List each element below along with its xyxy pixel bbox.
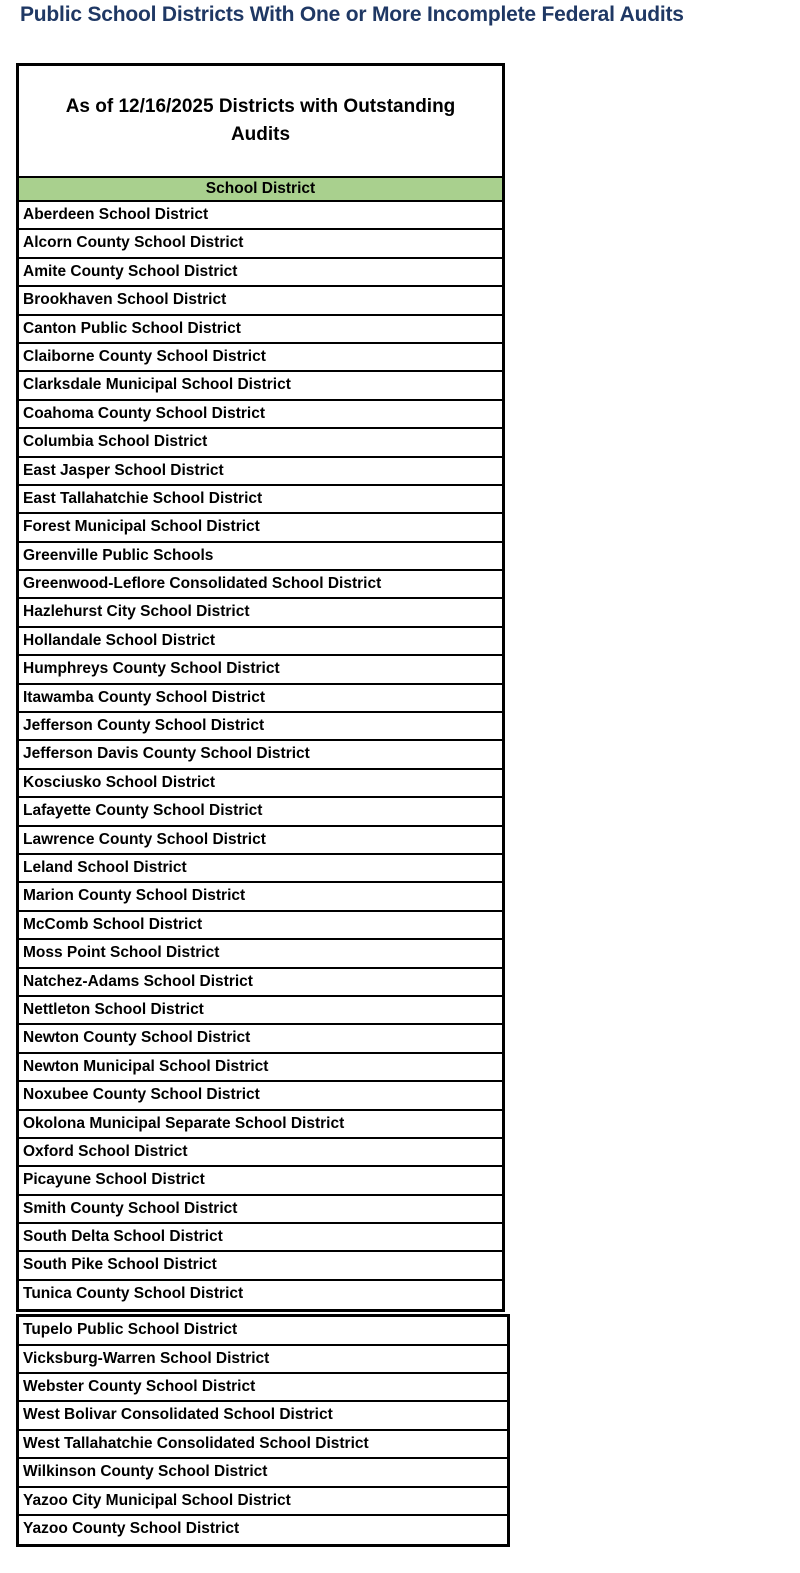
district-row: East Jasper School District: [19, 458, 502, 486]
district-row: Marion County School District: [19, 883, 502, 911]
district-row: Hazlehurst City School District: [19, 599, 502, 627]
district-row: Clarksdale Municipal School District: [19, 372, 502, 400]
column-header-school-district: School District: [19, 178, 502, 202]
district-row: Webster County School District: [19, 1374, 507, 1402]
district-row: Claiborne County School District: [19, 344, 502, 372]
district-row: Newton Municipal School District: [19, 1054, 502, 1082]
district-row: Humphreys County School District: [19, 656, 502, 684]
district-row: West Bolivar Consolidated School District: [19, 1402, 507, 1430]
district-row: Newton County School District: [19, 1025, 502, 1053]
district-rows-section-2: [19, 1317, 507, 1544]
district-rows-section-1: [19, 202, 502, 1309]
table-caption: As of 12/16/2025 Districts with Outstanding Audits: [19, 66, 502, 178]
district-row: Yazoo City Municipal School District: [19, 1488, 507, 1516]
district-row: Brookhaven School District: [19, 287, 502, 315]
district-row: Yazoo County School District: [23, 1519, 240, 1537]
district-row: Picayune School District: [19, 1167, 502, 1195]
district-row: Coahoma County School District: [19, 401, 502, 429]
district-row: Leland School District: [19, 855, 502, 883]
district-row: Okolona Municipal Separate School District: [19, 1111, 502, 1139]
district-row: Smith County School District: [19, 1196, 502, 1224]
district-row: South Delta School District: [19, 1224, 502, 1252]
district-row: Tunica County School District: [23, 1284, 244, 1302]
district-row: Nettleton School District: [19, 997, 502, 1025]
district-row: Natchez-Adams School District: [19, 969, 502, 997]
district-row: Jefferson Davis County School District: [19, 741, 502, 769]
district-row: Itawamba County School District: [19, 685, 502, 713]
district-row: Greenwood-Leflore Consolidated School District: [19, 571, 502, 599]
district-row: Kosciusko School District: [19, 770, 502, 798]
district-row: South Pike School District: [19, 1252, 502, 1280]
district-row: Jefferson County School District: [19, 713, 502, 741]
district-row: Greenville Public Schools: [19, 543, 502, 571]
audit-table: [16, 63, 510, 1547]
district-row: Forest Municipal School District: [19, 514, 502, 542]
page-title: Public School Districts With One or More Incomplete Federal Audits: [20, 3, 684, 26]
district-row: Noxubee County School District: [19, 1082, 502, 1110]
district-row: Hollandale School District: [19, 628, 502, 656]
district-row: Aberdeen School District: [19, 202, 502, 230]
audit-table-section-1: [16, 63, 505, 1312]
district-row: East Tallahatchie School District: [19, 486, 502, 514]
district-row: Lafayette County School District: [19, 798, 502, 826]
district-row: Wilkinson County School District: [19, 1459, 507, 1487]
district-row: McComb School District: [19, 912, 502, 940]
audit-table-section-2: [16, 1314, 510, 1547]
district-row: Alcorn County School District: [19, 230, 502, 258]
district-row: Moss Point School District: [19, 940, 502, 968]
district-row: Tupelo Public School District: [19, 1317, 507, 1345]
district-row: Amite County School District: [19, 259, 502, 287]
district-row: Columbia School District: [19, 429, 502, 457]
district-row: Vicksburg-Warren School District: [19, 1346, 507, 1374]
district-row: West Tallahatchie Consolidated School District: [19, 1431, 507, 1459]
district-row: Lawrence County School District: [19, 827, 502, 855]
district-row: Canton Public School District: [19, 316, 502, 344]
district-row: Oxford School District: [19, 1139, 502, 1167]
